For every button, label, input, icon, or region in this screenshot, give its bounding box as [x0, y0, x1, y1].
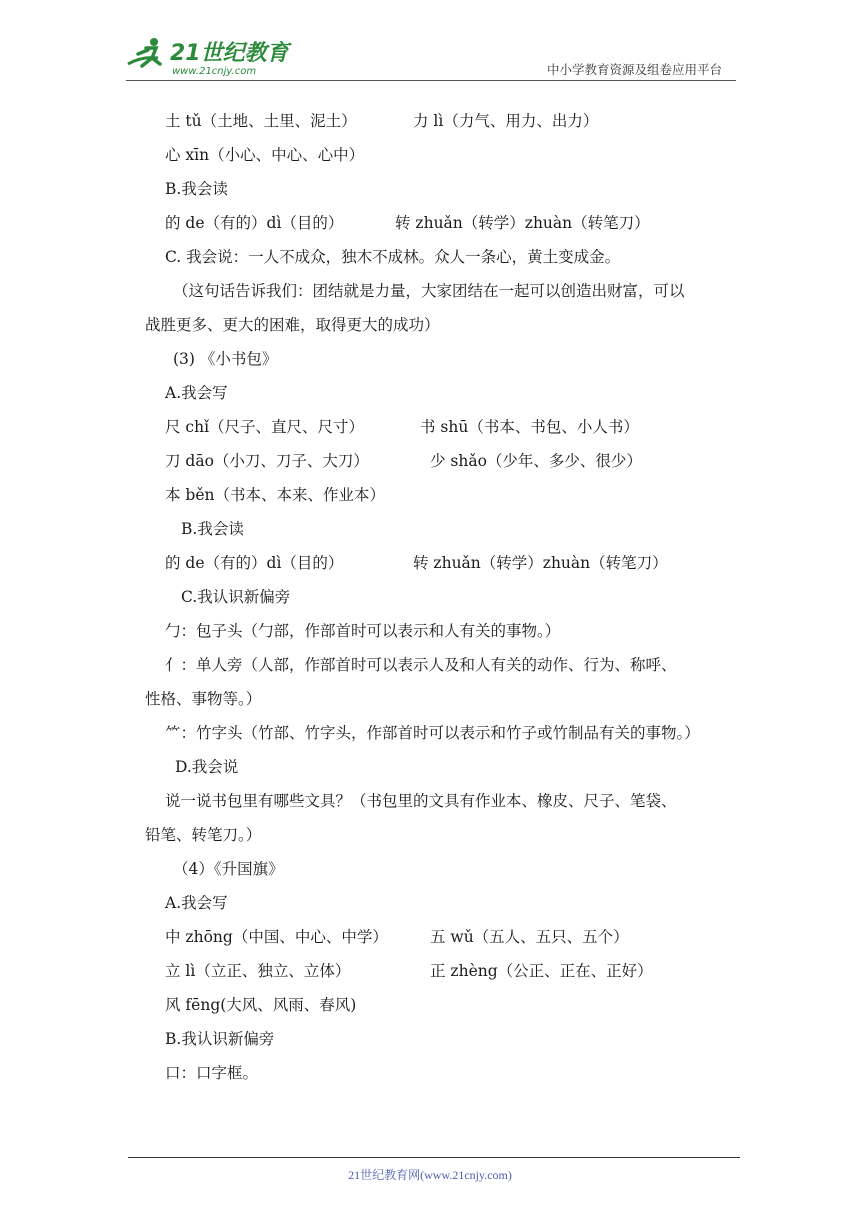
line-text-col2: 转 zhuǎn（转学）zhuàn（转笔刀） — [413, 554, 668, 572]
line-text: 中 zhōng（中国、中心、中学） — [165, 928, 388, 946]
line-text: C. 我会说：一人不成众，独木不成林。众人一条心，黄土变成金。 — [165, 248, 621, 266]
line-text: B.我会读 — [181, 520, 244, 538]
line-text: 口：口字框。 — [165, 1064, 259, 1082]
header-divider — [126, 80, 736, 81]
text-line — [165, 1022, 745, 1056]
line-text: B.我认识新偏旁 — [165, 1030, 275, 1048]
text-line — [165, 512, 745, 546]
text-line — [165, 444, 745, 478]
line-text: 战胜更多、更大的困难，取得更大的成功） — [145, 316, 440, 334]
line-text-col2: 少 shǎo（少年、多少、很少） — [430, 452, 642, 470]
svg-text:21世纪教育: 21世纪教育 — [170, 41, 289, 66]
text-line — [165, 580, 745, 614]
line-text: ⺮：竹字头（竹部、竹字头，作部首时可以表示和竹子或竹制品有关的事物。） — [165, 724, 700, 742]
text-line — [145, 682, 745, 716]
footer-link[interactable]: 21世纪教育网(www.21cnjy.com) — [348, 1168, 512, 1182]
text-line — [165, 614, 745, 648]
line-text: A.我会写 — [165, 384, 228, 402]
text-line — [145, 308, 745, 342]
text-line — [165, 1056, 745, 1090]
text-line — [165, 750, 745, 784]
text-line — [165, 988, 745, 1022]
line-text-col2: 转 zhuǎn（转学）zhuàn（转笔刀） — [395, 214, 650, 232]
line-text: 性格、事物等。） — [145, 690, 262, 708]
line-text-col2: 五 wǔ（五人、五只、五个） — [430, 928, 629, 946]
text-line — [165, 138, 745, 172]
text-line — [145, 818, 745, 852]
text-line — [165, 886, 745, 920]
line-text: 铅笔、转笔刀。） — [145, 826, 262, 844]
platform-caption: 中小学教育资源及组卷应用平台 — [546, 62, 722, 77]
text-line — [165, 172, 745, 206]
text-line — [165, 920, 745, 954]
text-line — [165, 546, 745, 580]
text-line — [165, 852, 745, 886]
line-text: 心 xīn（小心、中心、心中） — [165, 146, 365, 164]
line-text: (3) 《小书包》 — [173, 350, 278, 368]
text-line — [165, 104, 745, 138]
text-line — [165, 240, 745, 274]
line-text: （4）《升国旗》 — [173, 860, 284, 878]
line-text: 土 tǔ（土地、土里、泥土） — [165, 112, 357, 130]
document-body — [145, 104, 745, 1090]
line-text: 立 lì（立正、独立、立体） — [165, 962, 351, 980]
text-line — [165, 342, 745, 376]
line-text: 勹：包子头（勹部，作部首时可以表示和人有关的事物。） — [165, 622, 561, 640]
text-line — [165, 274, 745, 308]
text-line — [165, 376, 745, 410]
line-text: （这句话告诉我们：团结就是力量，大家团结在一起可以创造出财富，可以 — [173, 282, 685, 300]
line-text-col2: 力 lì（力气、用力、出力） — [413, 112, 599, 130]
text-line — [165, 648, 745, 682]
text-line — [165, 784, 745, 818]
text-line — [165, 410, 745, 444]
21cnjy-logo — [124, 34, 294, 78]
text-line — [165, 954, 745, 988]
line-text-col2: 书 shū（书本、书包、小人书） — [420, 418, 639, 436]
page-header — [0, 0, 860, 90]
line-text: 风 fēng(大风、风雨、春风) — [165, 996, 357, 1014]
line-text: 的 de（有的）dì（目的） — [165, 214, 344, 232]
line-text-col2: 正 zhèng（公正、正在、正好） — [430, 962, 653, 980]
line-text: 的 de（有的）dì（目的） — [165, 554, 344, 572]
line-text: 说一说书包里有哪些文具？（书包里的文具有作业本、橡皮、尺子、笔袋、 — [165, 792, 677, 810]
text-line — [165, 206, 745, 240]
line-text: C.我认识新偏旁 — [181, 588, 291, 606]
line-text: 亻：单人旁（人部，作部首时可以表示人及和人有关的动作、行为、称呼、 — [165, 656, 677, 674]
text-line — [165, 478, 745, 512]
line-text: 尺 chǐ（尺子、直尺、尺寸） — [165, 418, 365, 436]
line-text: 刀 dāo（小刀、刀子、大刀） — [165, 452, 369, 470]
line-text: 本 běn（书本、本来、作业本） — [165, 486, 386, 504]
line-text: D.我会说 — [175, 758, 239, 776]
line-text: A.我会写 — [165, 894, 228, 912]
footer-divider — [128, 1157, 740, 1158]
line-text: B.我会读 — [165, 180, 228, 198]
text-line — [165, 716, 745, 750]
svg-text:www.21cnjy.com: www.21cnjy.com — [172, 66, 257, 77]
